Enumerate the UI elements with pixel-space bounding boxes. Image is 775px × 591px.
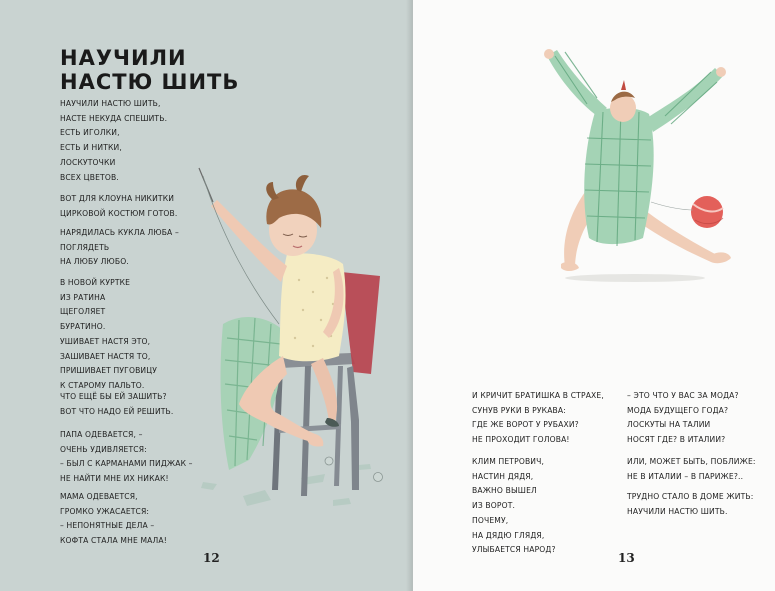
- poem-line: УЛЫБАЕТСЯ НАРОД?: [472, 545, 556, 555]
- poem-line: НОСЯТ ГДЕ? В ИТАЛИИ?: [627, 435, 726, 445]
- poem-line: ВОТ ЧТО НАДО ЕЙ РЕШИТЬ.: [60, 406, 174, 416]
- poem-line: ЩЕГОЛЯЕТ: [60, 307, 106, 317]
- poem-title: [60, 46, 239, 94]
- stanza-9: [472, 455, 556, 558]
- poem-line: МОДА БУДУЩЕГО ГОДА?: [627, 405, 729, 415]
- poem-line: – НЕПОНЯТНЫЕ ДЕЛА –: [60, 521, 155, 531]
- poem-line: НАСТИН ДЯДЯ,: [472, 471, 534, 481]
- poem-line: ЕСТЬ ИГОЛКИ,: [60, 128, 120, 138]
- poem-line: МАМА ОДЕВАЕТСЯ,: [60, 492, 138, 501]
- poem-line: НА ДЯДЮ ГЛЯДЯ,: [472, 530, 545, 540]
- poem-line: ПОГЛЯДЕТЬ: [60, 242, 110, 252]
- stanza-3: [60, 226, 179, 270]
- stanza-10: [627, 389, 739, 448]
- poem-line: БУРАТИНО.: [60, 322, 106, 332]
- poem-line: ТРУДНО СТАЛО В ДОМЕ ЖИТЬ:: [627, 492, 754, 501]
- stanza-5: [60, 390, 174, 419]
- poem-line: НАСТЕ НЕКУДА СПЕШИТЬ.: [60, 113, 168, 123]
- poem-line: НАРЯДИЛАСЬ КУКЛА ЛЮБА –: [60, 228, 179, 237]
- poem-line: ИЛИ, МОЖЕТ БЫТЬ, ПОБЛИЖЕ:: [627, 457, 756, 466]
- poem-line: ГДЕ ЖЕ ВОРОТ У РУБАХИ?: [472, 420, 579, 430]
- page-number-right: 13: [618, 551, 635, 565]
- poem-line: НЕ ПРОХОДИТ ГОЛОВА!: [472, 435, 570, 445]
- poem-line: В НОВОЙ КУРТКЕ: [60, 278, 131, 287]
- poem-line: ЕСТЬ И НИТКИ,: [60, 143, 122, 153]
- poem-line: СУНУВ РУКИ В РУКАВА:: [472, 405, 566, 415]
- poem-line: ПОЧЕМУ,: [472, 515, 509, 525]
- stanza-7: [60, 490, 167, 549]
- poem-line: – БЫЛ С КАРМАНАМИ ПИДЖАК –: [60, 459, 193, 469]
- boy-in-shirt-illustration: [525, 42, 755, 292]
- poem-line: ВОТ ДЛЯ КЛОУНА НИКИТКИ: [60, 194, 175, 203]
- stanza-6: [60, 428, 193, 487]
- poem-line: ОЧЕНЬ УДИВЛЯЕТСЯ:: [60, 444, 147, 454]
- poem-line: ПАПА ОДЕВАЕТСЯ, –: [60, 430, 143, 439]
- poem-line: ПРИШИВАЕТ ПУГОВИЦУ: [60, 366, 158, 376]
- stanza-2: [60, 192, 177, 221]
- poem-line: УШИВАЕТ НАСТЯ ЭТО,: [60, 336, 151, 346]
- poem-title-line-1: НАУЧИЛИ: [60, 46, 187, 70]
- stanza-8: [472, 389, 604, 448]
- poem-line: – ЭТО ЧТО У ВАС ЗА МОДА?: [627, 391, 739, 400]
- poem-line: КОФТА СТАЛА МНЕ МАЛА!: [60, 536, 167, 546]
- poem-line: ЧТО ЕЩЁ БЫ ЕЙ ЗАШИТЬ?: [60, 392, 167, 401]
- poem-line: НАУЧИЛИ НАСТЮ ШИТЬ.: [627, 506, 728, 516]
- poem-line: ИЗ РАТИНА: [60, 292, 106, 302]
- poem-line: К СТАРОМУ ПАЛЬТО.: [60, 380, 145, 390]
- poem-line: ВАЖНО ВЫШЕЛ: [472, 486, 537, 496]
- poem-line: НЕ НАЙТИ МНЕ ИХ НИКАК!: [60, 474, 169, 484]
- poem-line: КЛИМ ПЕТРОВИЧ,: [472, 457, 545, 466]
- stanza-12: [627, 490, 753, 519]
- poem-line: ВСЕХ ЦВЕТОВ.: [60, 172, 119, 182]
- stanza-11: [627, 455, 756, 484]
- poem-line: ЗАШИВАЕТ НАСТЯ ТО,: [60, 351, 151, 361]
- right-page: [413, 0, 775, 591]
- page-number-left: 12: [203, 551, 220, 565]
- poem-line: ЛОСКУТОЧКИ: [60, 157, 116, 167]
- poem-line: НА ЛЮБУ ЛЮБО.: [60, 257, 129, 267]
- stanza-4: [60, 276, 157, 394]
- poem-line: ЛОСКУТЫ НА ТАЛИИ: [627, 420, 711, 430]
- poem-title-line-2: НАСТЮ ШИТЬ: [60, 70, 240, 94]
- poem-line: НЕ В ИТАЛИИ – В ПАРИЖЕ?..: [627, 471, 744, 481]
- girl-sewing-illustration: [183, 160, 413, 540]
- poem-line: ЦИРКОВОЙ КОСТЮМ ГОТОВ.: [60, 208, 178, 218]
- poem-line: ИЗ ВОРОТ.: [472, 501, 516, 511]
- poem-line: НАУЧИЛИ НАСТЮ ШИТЬ,: [60, 99, 161, 108]
- stanza-1: [60, 97, 167, 185]
- poem-line: И КРИЧИТ БРАТИШКА В СТРАХЕ,: [472, 391, 604, 400]
- poem-line: ГРОМКО УЖАСАЕТСЯ:: [60, 506, 150, 516]
